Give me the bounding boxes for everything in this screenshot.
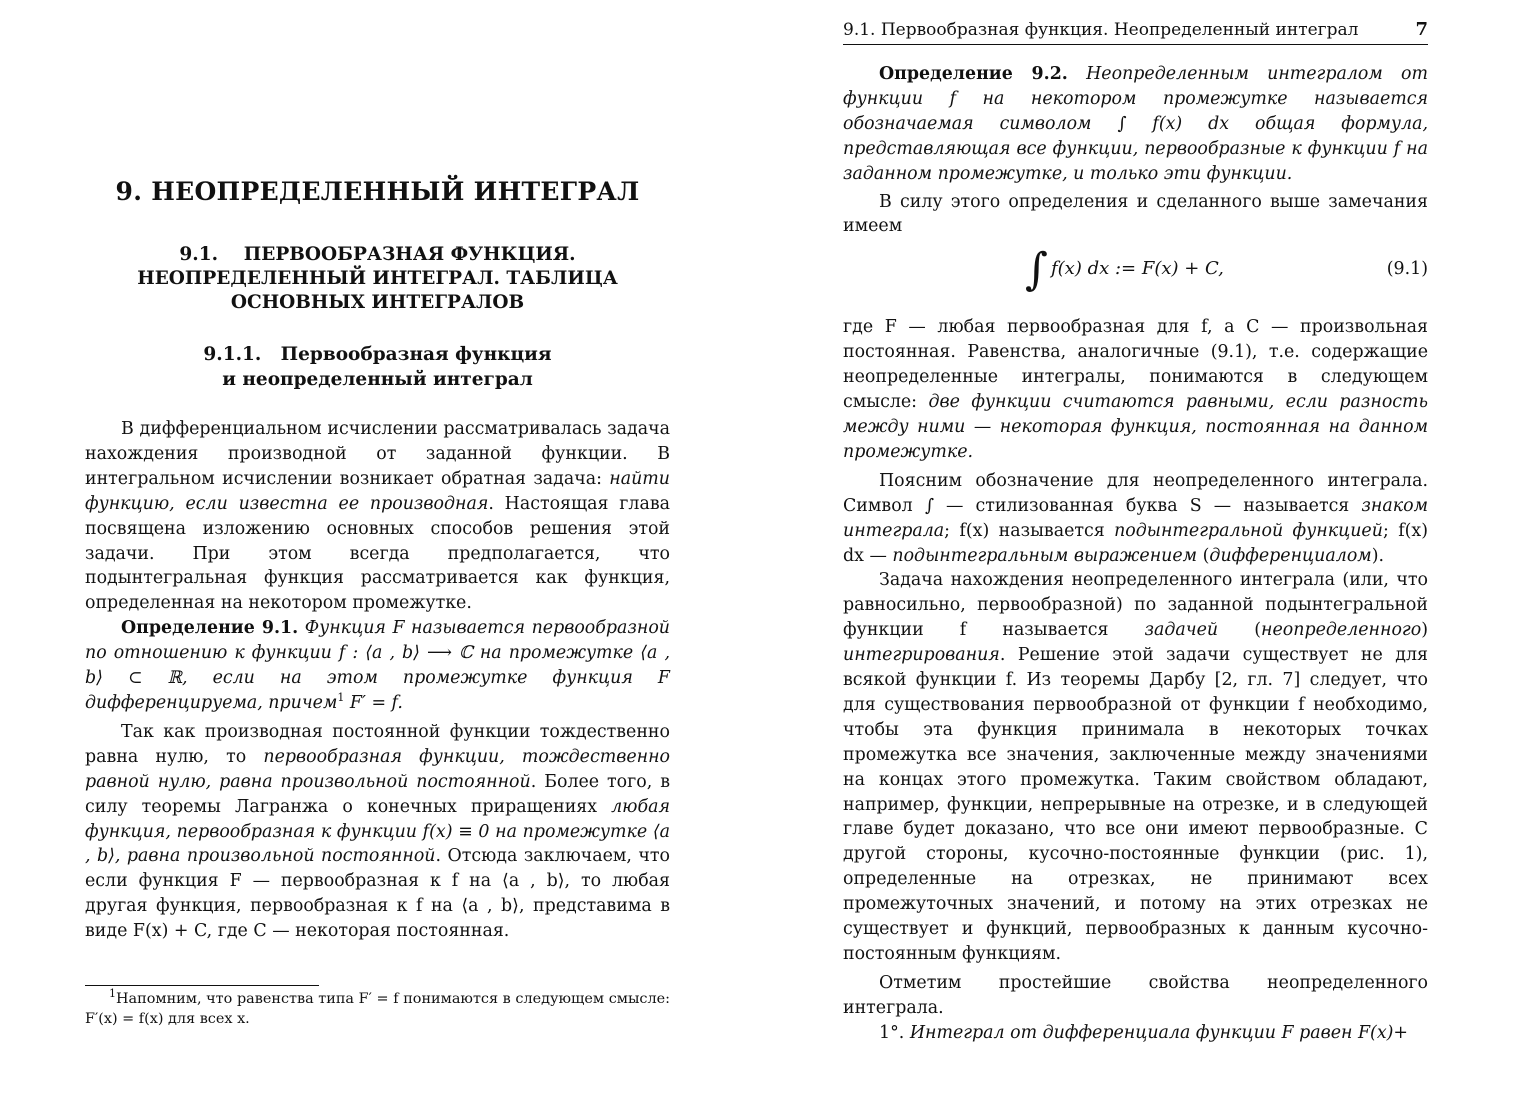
running-head-title: 9.1. Первообразная функция. Неопределенный интеграл <box>843 20 1359 40</box>
left-body-text <box>85 417 670 944</box>
formula-9-1 <box>843 241 1428 311</box>
property-1: 1°. Интеграл от дифференциала функции F равен F(x)+ <box>879 1022 1409 1043</box>
intro-paragraph: В дифференциальном исчислении рассматривалась задача нахождения производной от заданной функции. В интегральном исчислении возникает обратная задача: найти функцию, если известна ее производная. Настоящая глава посвящена изложению основных способов решения этой задачи. При этом всегда предполагается, что подынтегральная функция рассматривается как функция, определенная на некотором промежутке. <box>85 419 670 614</box>
subsection-title <box>85 342 670 392</box>
section-title <box>85 243 670 315</box>
footnote-mark: 1 <box>337 691 345 705</box>
section-title-line: НЕОПРЕДЕЛЕННЫЙ ИНТЕГРАЛ. ТАБЛИЦА <box>137 268 618 289</box>
section-title-line: ОСНОВНЫХ ИНТЕГРАЛОВ <box>230 292 525 313</box>
running-head <box>843 18 1428 45</box>
paragraph-antiderivative-constant: Так как производная постоянной функции тождественно равна нулю, то первообразная функции, тождественно равной нулю, равна произвольной постоянной. Более того, в силу теоремы Лагранжа о конечных приращениях любая функция, первообразная к функции f(x) ≡ 0 на промежутке ⟨a , b⟩, равна произвольной постоянной. Отсюда заключаем, что если функция F — первообразная к f на ⟨a , b⟩, то любая другая функция, первообразная к f на ⟨a , b⟩, представима в виде F(x) + C, где C — некоторая постоянная. <box>85 721 671 942</box>
definition-9-2: Определение 9.2. Неопределенным интегралом от функции f на некотором промежутке называется обозначаемая символом ∫ f(x) dx общая формула, представляющая все функции, первообразные к функции f на заданном промежутке, и только эти функции. <box>843 64 1429 184</box>
paragraph-integration-problem: Задача нахождения неопределенного интеграла (или, что равносильно, первообразной) по заданной подынтегральной функции f называется задачей (неопределенного) интегрирования. Решение этой задачи существует не для всякой функции f. Из теоремы Дарбу [2, гл. 7] следует, что для существования первообразной от функции f необходимо, чтобы эта функция принимала в некоторых точках промежутка все значения, заключенные между значениями на концах этого промежутка. Таким свойством обладают, например, функции, непрерывные на отрезке, и в следующей главе будет доказано, что все они имеют первообразные. С другой стороны, кусочно-постоянные функции (рис. 1), определенные на отрезках, не принимают всех промежуточных значений, и потому на этих отрезках не существует и функций, первообразных к данным кусочно-постоянным функциям. <box>843 570 1428 964</box>
paragraph-equality-meaning: где F — любая первообразная для f, а C — произвольная постоянная. Равенства, аналогичные (9.1), т.е. содержащие неопределенные интегралы, понимаются в следующем смысле: две функции считаются равными, если разность между ними — некоторая функция, постоянная на данном промежутке. <box>843 317 1429 462</box>
definition-label: Определение 9.2. <box>879 64 1068 84</box>
subsection-title-line: и неопределенный интеграл <box>222 369 533 390</box>
equation-number: (9.1) <box>1386 259 1428 280</box>
formula-expression: f(x) dx := F(x) + C, <box>1051 258 1224 280</box>
footnote-number: 1 <box>109 987 116 1001</box>
section-title-line: 9.1. ПЕРВООБРАЗНАЯ ФУНКЦИЯ. <box>179 244 576 265</box>
footnote: $^1$Напомним, что равенства типа F′ = f понимаются в следующем смысле: F′(x) = f(x) для всех x. <box>85 987 670 1027</box>
paragraph-notation: Поясним обозначение для неопределенного интеграла. Символ ∫ — стилизованная буква S — называется знаком интеграла; f(x) называется подынтегральной функцией; f(x) dx — подынтегральным выражением (дифференциалом). <box>843 470 1429 566</box>
paragraph-properties-intro: Отметим простейшие свойства неопределенного интеграла. <box>843 972 1428 1018</box>
page-number: 7 <box>1415 19 1428 40</box>
definition-label: Определение 9.1. <box>121 618 299 639</box>
right-body-text <box>843 62 1428 1046</box>
paragraph-by-definition: В силу этого определения и сделанного выше замечания имеем <box>843 191 1428 237</box>
subsection-title-line: 9.1.1. Первообразная функция <box>203 344 552 365</box>
footnote-divider <box>85 985 319 986</box>
definition-9-1: Определение 9.1. Функция F называется первообразной по отношению к функции f : ⟨a , b⟩ ⟶ ℂ на промежутке ⟨a , b⟩ ⊂ ℝ, если на этом промежутке функция F дифференцируема, причем$^1$ F′ = f. <box>85 618 671 713</box>
chapter-title: 9. НЕОПРЕДЕЛЕННЫЙ ИНТЕГРАЛ <box>115 177 640 206</box>
property-label: 1°. <box>879 1022 905 1043</box>
integral-sign: ∫ <box>1025 244 1048 296</box>
